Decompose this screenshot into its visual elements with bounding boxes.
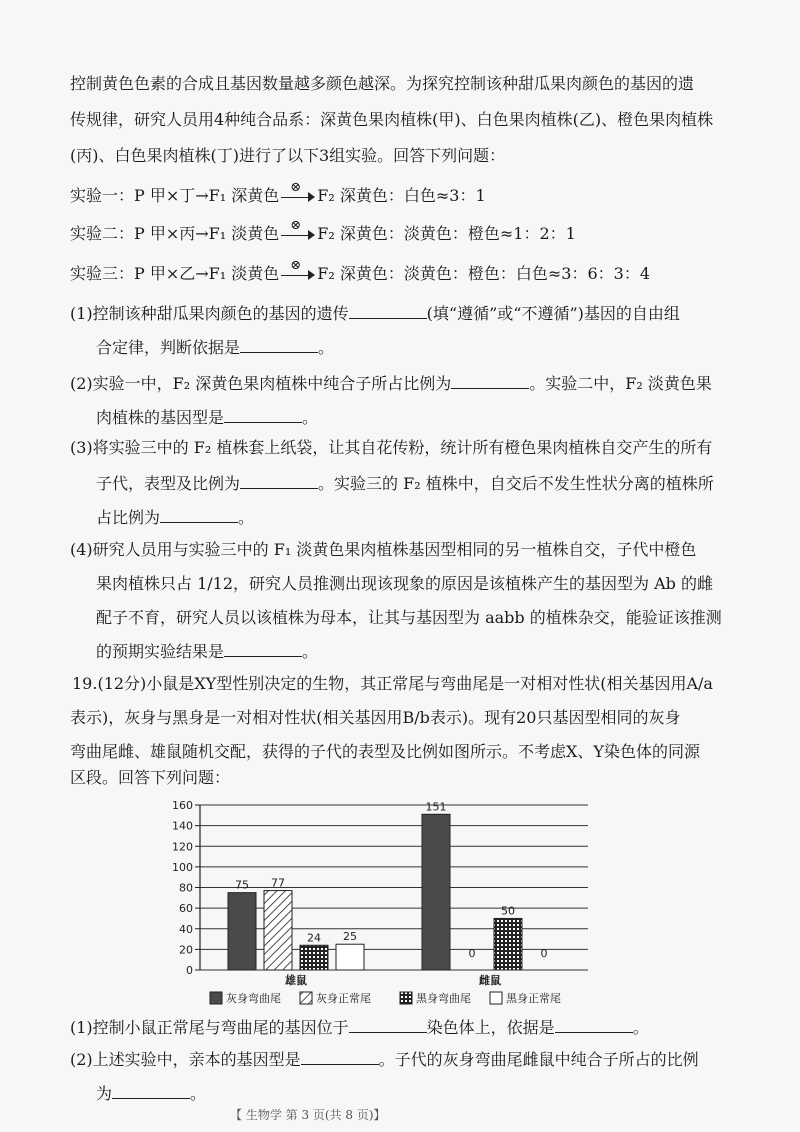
bar-chart (160, 795, 600, 1015)
answer-blank[interactable] (112, 1080, 190, 1099)
answer-blank[interactable] (301, 1046, 379, 1065)
q18-1-line2: 合定律，判断依据是 。 (96, 334, 756, 360)
bar-value-label: 0 (468, 947, 476, 960)
bar (422, 814, 450, 970)
bar-value-label: 24 (307, 931, 321, 945)
bar (264, 891, 292, 970)
y-tick-label: 80 (179, 881, 193, 895)
q18-4-line2: 果肉植株只占 1/12，研究人员推测出现该现象的原因是该植株产生的基因型为 Ab 的雌 (96, 574, 713, 593)
y-tick-label: 100 (172, 860, 193, 874)
q18-3-line1: (3)将实验三中的 F₂ 植株套上纸袋，让其自花传粉，统计所有橙色果肉植株自交产生的所有 (70, 438, 713, 457)
bar-value-label: 0 (540, 947, 548, 960)
q19-stem-line2: 表示)，灰身与黑身是一对相对性状(相关基因用B/b表示)。现有20只基因型相同的灰身 (70, 708, 681, 727)
experiment-2-left: 实验二：P 甲×丙→F₁ 淡黄色 (70, 224, 280, 243)
bar (494, 918, 522, 970)
q18-1-line1: (1)控制该种甜瓜果肉颜色的基因的遗传 (填“遵循”或“不遵循”)基因的自由组 (70, 300, 730, 326)
y-tick-label: 120 (172, 840, 193, 854)
answer-blank[interactable] (240, 470, 318, 489)
bar-value-label: 77 (271, 876, 285, 890)
legend-swatch (490, 992, 502, 1004)
bar-value-label: 75 (235, 878, 249, 892)
answer-blank[interactable] (240, 334, 318, 353)
answer-blank[interactable] (224, 404, 302, 423)
y-tick-label: 0 (186, 964, 193, 977)
q18-3-line3: 占比例为 。 (96, 504, 756, 530)
selfing-arrow-icon: ⊗ (281, 226, 315, 244)
q19-stem-line1: 19.(12分)小鼠是XY型性别决定的生物，其正常尾与弯曲尾是一对相对性状(相关基因用A/a (72, 674, 713, 693)
q19-stem-line3: 弯曲尾雌、雄鼠随机交配，获得的子代的表型及比例如图所示。不考虑X、Y染色体的同源 (70, 742, 700, 761)
q18-4-line4: 的预期实验结果是 。 (96, 638, 756, 664)
intro-line: (丙)、白色果肉植株(丁)进行了以下3组实验。回答下列问题： (70, 146, 506, 165)
y-tick-label: 140 (172, 819, 193, 833)
q19-2-line1: (2)上述实验中，亲本的基因型是 。子代的灰身弯曲尾雌鼠中纯合子所占的比例 (70, 1046, 730, 1072)
bar (336, 944, 364, 970)
y-tick-label: 20 (179, 943, 193, 957)
y-tick-label: 40 (179, 922, 193, 936)
q19-1-line: (1)控制小鼠正常尾与弯曲尾的基因位于 染色体上，依据是 。 (70, 1014, 730, 1040)
q18-2-line1: (2)实验一中，F₂ 深黄色果肉植株中纯合子所占比例为 。实验二中，F₂ 淡黄色果 (70, 370, 730, 396)
answer-blank[interactable] (451, 370, 529, 389)
legend-label: 黑身正常尾 (506, 992, 561, 1005)
legend-swatch (400, 992, 412, 1004)
selfing-arrow-icon: ⊗ (281, 266, 315, 284)
bar-value-label: 50 (501, 904, 515, 918)
legend-label: 黑身弯曲尾 (416, 992, 471, 1005)
bar (228, 893, 256, 970)
legend-swatch (300, 992, 312, 1004)
answer-blank[interactable] (160, 504, 238, 523)
q18-4-line3: 配子不育，研究人员以该植株为母本，让其与基因型为 aabb 的植株杂交，能验证该推测 (96, 608, 722, 627)
bar-value-label: 25 (343, 930, 357, 944)
legend-label: 灰身弯曲尾 (226, 992, 281, 1005)
intro-line: 控制黄色色素的合成且基因数量越多颜色越深。为探究控制该种甜瓜果肉颜色的基因的遗 (70, 74, 695, 93)
experiment-2-right: F₂ 深黄色：淡黄色：橙色≈1：2：1 (317, 224, 576, 243)
category-label: 雄鼠 (285, 974, 307, 987)
experiment-1-right: F₂ 深黄色：白色≈3：1 (317, 186, 486, 205)
bar-value-label: 151 (425, 800, 447, 814)
experiment-1-left: 实验一：P 甲×丁→F₁ 深黄色 (70, 186, 280, 205)
page-footer: 【 生物学 第 3 页(共 8 页)】 (230, 1108, 386, 1122)
q18-3-line2: 子代，表型及比例为 。实验三的 F₂ 植株中，自交后不发生性状分离的植株所 (96, 470, 756, 496)
experiment-2 (70, 217, 730, 246)
y-tick-label: 60 (179, 902, 193, 916)
answer-blank[interactable] (349, 300, 427, 319)
legend-label: 灰身正常尾 (316, 992, 371, 1005)
experiment-3-right: F₂ 深黄色：淡黄色：橙色：白色≈3：6：3：4 (317, 264, 651, 283)
q18-4-line1: (4)研究人员用与实验三中的 F₁ 淡黄色果肉植株基因型相同的另一植株自交，子代中橙色 (70, 540, 697, 559)
experiment-1 (70, 179, 730, 208)
answer-blank[interactable] (349, 1014, 427, 1033)
legend-swatch (210, 992, 222, 1004)
answer-blank[interactable] (224, 638, 302, 657)
selfing-arrow-icon: ⊗ (281, 188, 315, 206)
bar-chart-svg (160, 795, 600, 1015)
q19-stem-line4: 区段。回答下列问题： (70, 768, 231, 787)
q19-2-line2: 为 。 (96, 1080, 756, 1106)
category-label: 雌鼠 (479, 974, 501, 987)
answer-blank[interactable] (555, 1014, 633, 1033)
q18-2-line2: 肉植株的基因型是 。 (96, 404, 756, 430)
experiment-3-left: 实验三：P 甲×乙→F₁ 淡黄色 (70, 264, 280, 283)
intro-line: 传规律，研究人员用4种纯合品系：深黄色果肉植株(甲)、白色果肉植株(乙)、橙色果肉植株 (70, 110, 714, 129)
bar (300, 945, 328, 970)
experiment-3 (70, 257, 730, 286)
y-tick-label: 160 (172, 799, 193, 812)
